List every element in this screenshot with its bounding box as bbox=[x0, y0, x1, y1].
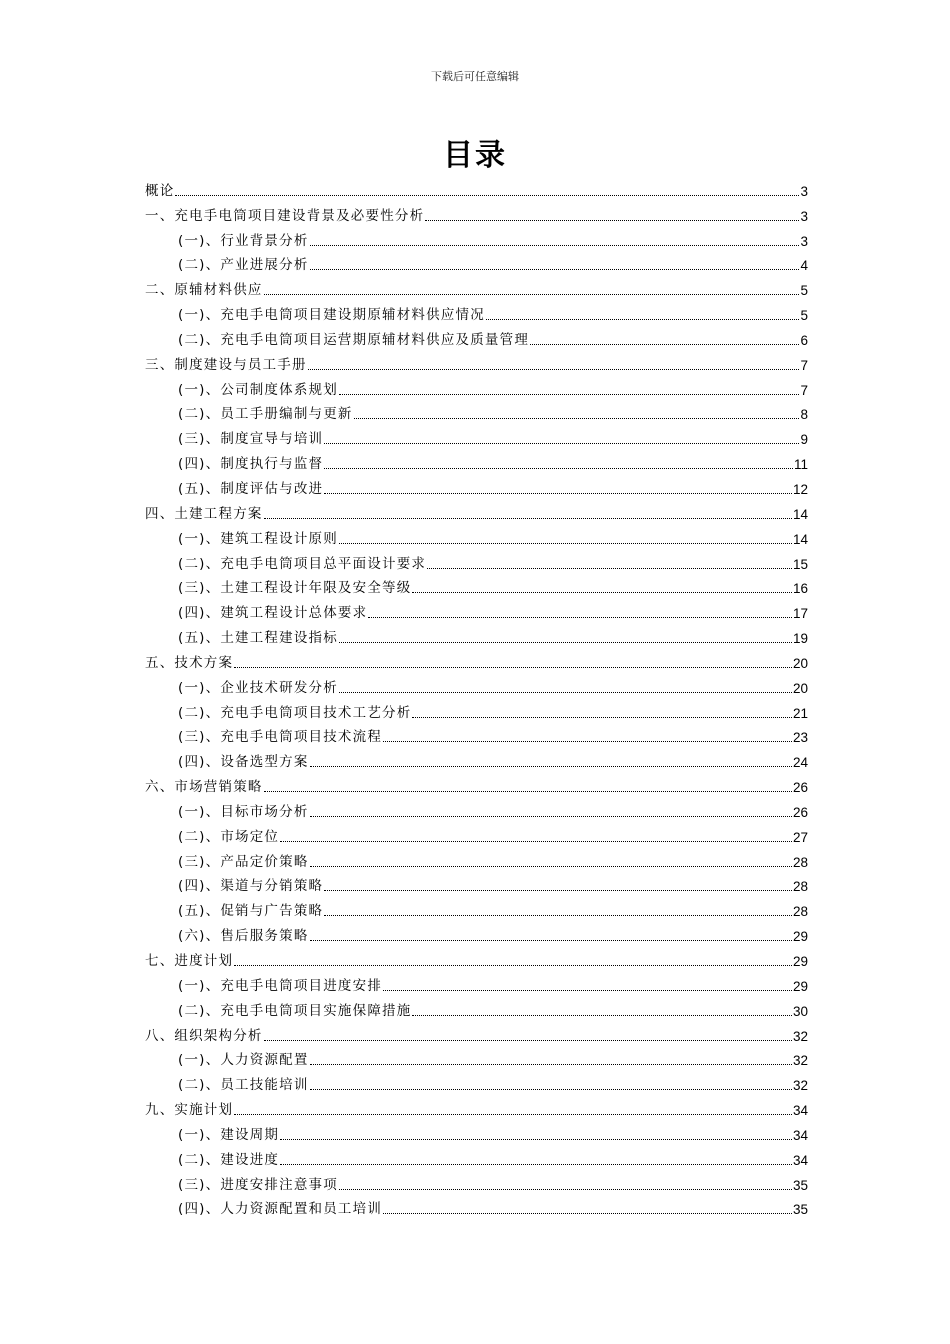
toc-entry[interactable] bbox=[145, 895, 808, 920]
toc-entry-page-number: 20 bbox=[792, 655, 808, 671]
toc-entry[interactable] bbox=[145, 548, 808, 573]
toc-entry-page-number: 11 bbox=[793, 457, 808, 473]
toc-entry[interactable] bbox=[145, 920, 808, 945]
dot-leader bbox=[175, 195, 799, 196]
toc-entry-page-number: 26 bbox=[792, 780, 808, 796]
dot-leader bbox=[324, 915, 792, 916]
toc-entry-label: 一、充电手电筒项目建设背景及必要性分析 bbox=[145, 207, 425, 224]
toc-entry-page-number: 29 bbox=[792, 929, 808, 945]
toc-entry-label: (二)、充电手电筒项目实施保障措施 bbox=[178, 1002, 412, 1019]
toc-entry-label: (一)、人力资源配置 bbox=[178, 1052, 309, 1069]
toc-entry-label: 三、制度建设与员工手册 bbox=[145, 356, 307, 373]
toc-entry-label: 八、组织架构分析 bbox=[145, 1027, 263, 1044]
toc-entry[interactable] bbox=[145, 970, 808, 995]
toc-entry[interactable] bbox=[145, 846, 808, 871]
toc-entry-label: (二)、建设进度 bbox=[178, 1151, 280, 1168]
toc-entry-label: (二)、充电手电筒项目技术工艺分析 bbox=[178, 704, 412, 721]
toc-entry-page-number: 15 bbox=[792, 556, 808, 572]
toc-entry-label: (三)、产品定价策略 bbox=[178, 853, 309, 870]
dot-leader bbox=[486, 319, 800, 320]
toc-entry[interactable] bbox=[145, 1144, 808, 1169]
dot-leader bbox=[324, 493, 792, 494]
toc-entry-label: (二)、充电手电筒项目运营期原辅材料供应及质量管理 bbox=[178, 331, 530, 348]
toc-entry-page-number: 21 bbox=[792, 705, 808, 721]
dot-leader bbox=[412, 1015, 792, 1016]
toc-entry-page-number: 14 bbox=[792, 506, 808, 522]
header-note: 下载后可任意编辑 bbox=[431, 70, 519, 83]
toc-entry[interactable] bbox=[145, 274, 808, 299]
toc-entry-label: (一)、建筑工程设计原则 bbox=[178, 530, 338, 547]
toc-entry-page-number: 28 bbox=[792, 879, 808, 895]
toc-entry-page-number: 19 bbox=[792, 631, 808, 647]
toc-entry-page-number: 29 bbox=[792, 954, 808, 969]
dot-leader bbox=[234, 667, 792, 668]
toc-entry-page-number: 24 bbox=[792, 755, 808, 771]
dot-leader bbox=[339, 692, 792, 693]
dot-leader bbox=[234, 1114, 792, 1115]
toc-entry[interactable] bbox=[145, 448, 808, 473]
dot-leader bbox=[310, 940, 792, 941]
toc-entry-page-number: 34 bbox=[792, 1103, 808, 1119]
toc-entry[interactable] bbox=[145, 995, 808, 1020]
toc-entry-page-number: 3 bbox=[800, 233, 808, 249]
toc-entry-page-number: 35 bbox=[792, 1202, 808, 1218]
toc-entry-page-number: 12 bbox=[792, 481, 808, 497]
toc-entry[interactable] bbox=[145, 374, 808, 399]
dot-leader bbox=[383, 1213, 792, 1214]
toc-entry[interactable] bbox=[145, 796, 808, 821]
toc-entry-label: (四)、设备选型方案 bbox=[178, 754, 309, 771]
toc-entry-page-number: 34 bbox=[792, 1152, 808, 1168]
dot-leader bbox=[354, 418, 800, 419]
dot-leader bbox=[339, 543, 792, 544]
table-of-contents bbox=[145, 175, 808, 1218]
dot-leader bbox=[234, 965, 792, 966]
toc-entry-label: (一)、充电手电筒项目进度安排 bbox=[178, 977, 383, 994]
dot-leader bbox=[280, 1139, 792, 1140]
toc-entry-label: (二)、产业进展分析 bbox=[178, 257, 309, 274]
toc-entry[interactable] bbox=[145, 1045, 808, 1070]
toc-entry-page-number: 32 bbox=[792, 1028, 808, 1044]
toc-entry[interactable] bbox=[145, 1169, 808, 1194]
dot-leader bbox=[310, 269, 800, 270]
toc-entry-label: (二)、充电手电筒项目总平面设计要求 bbox=[178, 555, 427, 572]
toc-entry[interactable] bbox=[145, 1094, 808, 1119]
toc-entry[interactable] bbox=[145, 722, 808, 747]
dot-leader bbox=[383, 990, 792, 991]
toc-entry-page-number: 30 bbox=[792, 1003, 808, 1019]
toc-entry-page-number: 16 bbox=[792, 581, 808, 597]
toc-entry-label: (一)、建设周期 bbox=[178, 1126, 280, 1143]
dot-leader bbox=[264, 294, 800, 295]
toc-entry-label: (四)、建筑工程设计总体要求 bbox=[178, 605, 368, 622]
dot-leader bbox=[310, 245, 800, 246]
toc-entry-label: 七、进度计划 bbox=[145, 953, 234, 969]
toc-entry-page-number: 14 bbox=[792, 531, 808, 547]
toc-entry[interactable] bbox=[145, 1020, 808, 1045]
dot-leader bbox=[324, 443, 799, 444]
toc-entry[interactable] bbox=[145, 871, 808, 896]
toc-entry-label: 二、原辅材料供应 bbox=[145, 282, 263, 299]
toc-entry-label: (一)、企业技术研发分析 bbox=[178, 679, 338, 696]
toc-entry-label: (五)、土建工程建设指标 bbox=[178, 630, 338, 647]
dot-leader bbox=[264, 791, 792, 792]
dot-leader bbox=[310, 1064, 792, 1065]
toc-entry[interactable] bbox=[145, 523, 808, 548]
toc-entry-label: 四、土建工程方案 bbox=[145, 505, 263, 522]
toc-entry-label: (三)、充电手电筒项目技术流程 bbox=[178, 729, 383, 746]
toc-entry[interactable] bbox=[145, 945, 808, 970]
dot-leader bbox=[280, 1164, 792, 1165]
dot-leader bbox=[383, 741, 792, 742]
toc-entry-page-number: 3 bbox=[800, 208, 808, 224]
dot-leader bbox=[324, 468, 793, 469]
dot-leader bbox=[427, 568, 792, 569]
toc-entry-label: (一)、行业背景分析 bbox=[178, 232, 309, 249]
toc-entry[interactable] bbox=[145, 647, 808, 672]
toc-entry-label: (一)、充电手电筒项目建设期原辅材料供应情况 bbox=[178, 307, 485, 324]
dot-leader bbox=[339, 642, 792, 643]
toc-entry-page-number: 6 bbox=[800, 332, 808, 348]
dot-leader bbox=[310, 866, 792, 867]
toc-entry-page-number: 28 bbox=[792, 904, 808, 920]
toc-entry[interactable] bbox=[145, 349, 808, 374]
toc-entry-label: (三)、进度安排注意事项 bbox=[178, 1176, 338, 1193]
dot-leader bbox=[308, 369, 800, 370]
toc-entry-page-number: 32 bbox=[792, 1053, 808, 1069]
toc-entry-label: (五)、制度评估与改进 bbox=[178, 480, 324, 497]
toc-entry-label: 六、市场营销策略 bbox=[145, 779, 263, 796]
toc-entry-page-number: 34 bbox=[792, 1127, 808, 1143]
toc-entry-page-number: 23 bbox=[792, 730, 808, 746]
toc-entry-page-number: 4 bbox=[800, 258, 808, 274]
toc-entry-label: (四)、制度执行与监督 bbox=[178, 456, 324, 473]
dot-leader bbox=[339, 1189, 792, 1190]
toc-entry-page-number: 26 bbox=[792, 804, 808, 820]
toc-entry-label: (一)、公司制度体系规划 bbox=[178, 381, 338, 398]
toc-entry[interactable] bbox=[145, 597, 808, 622]
toc-entry[interactable] bbox=[145, 1069, 808, 1094]
toc-entry-label: (二)、员工手册编制与更新 bbox=[178, 406, 353, 423]
toc-entry-page-number: 3 bbox=[800, 183, 808, 199]
toc-entry-label: (四)、人力资源配置和员工培训 bbox=[178, 1201, 383, 1218]
toc-entry[interactable] bbox=[145, 697, 808, 722]
toc-entry-label: 概论 bbox=[145, 182, 175, 199]
toc-entry[interactable] bbox=[145, 771, 808, 796]
toc-entry[interactable] bbox=[145, 573, 808, 598]
toc-entry[interactable] bbox=[145, 1194, 808, 1219]
toc-entry-page-number: 8 bbox=[800, 407, 808, 423]
toc-entry[interactable] bbox=[145, 498, 808, 523]
dot-leader bbox=[425, 220, 799, 221]
toc-entry-page-number: 5 bbox=[800, 283, 808, 299]
toc-entry-page-number: 17 bbox=[792, 606, 808, 622]
toc-entry[interactable] bbox=[145, 672, 808, 697]
toc-entry-page-number: 35 bbox=[792, 1177, 808, 1193]
dot-leader bbox=[280, 841, 792, 842]
toc-entry[interactable] bbox=[145, 299, 808, 324]
toc-entry[interactable] bbox=[145, 324, 808, 349]
toc-entry-page-number: 7 bbox=[800, 357, 808, 373]
toc-entry[interactable] bbox=[145, 175, 808, 200]
toc-entry-label: 九、实施计划 bbox=[145, 1102, 234, 1119]
toc-entry[interactable] bbox=[145, 225, 808, 250]
toc-entry[interactable] bbox=[145, 746, 808, 771]
toc-entry[interactable] bbox=[145, 423, 808, 448]
toc-entry-page-number: 27 bbox=[792, 829, 808, 845]
toc-entry-label: (一)、目标市场分析 bbox=[178, 803, 309, 820]
toc-entry[interactable] bbox=[145, 1119, 808, 1144]
toc-entry-label: (三)、土建工程设计年限及安全等级 bbox=[178, 580, 412, 597]
toc-entry-page-number: 32 bbox=[792, 1078, 808, 1094]
toc-entry[interactable] bbox=[145, 473, 808, 498]
toc-entry-page-number: 29 bbox=[792, 978, 808, 994]
toc-entry[interactable] bbox=[145, 399, 808, 424]
toc-entry-label: (六)、售后服务策略 bbox=[178, 928, 309, 945]
dot-leader bbox=[368, 617, 792, 618]
toc-entry-label: (四)、渠道与分销策略 bbox=[178, 878, 324, 895]
toc-title: 目录 bbox=[443, 138, 507, 173]
dot-leader bbox=[339, 394, 800, 395]
dot-leader bbox=[264, 1040, 792, 1041]
dot-leader bbox=[310, 1089, 792, 1090]
toc-entry-label: 五、技术方案 bbox=[145, 654, 234, 671]
dot-leader bbox=[412, 717, 792, 718]
toc-entry-page-number: 5 bbox=[800, 308, 808, 324]
toc-entry[interactable] bbox=[145, 200, 808, 225]
toc-entry-page-number: 20 bbox=[792, 680, 808, 696]
toc-entry-label: (五)、促销与广告策略 bbox=[178, 903, 324, 920]
toc-entry-label: (三)、制度宣导与培训 bbox=[178, 431, 324, 448]
toc-entry-page-number: 9 bbox=[800, 432, 808, 448]
dot-leader bbox=[324, 890, 792, 891]
dot-leader bbox=[530, 344, 799, 345]
dot-leader bbox=[412, 592, 792, 593]
dot-leader bbox=[310, 766, 792, 767]
dot-leader bbox=[310, 816, 792, 817]
toc-entry-page-number: 28 bbox=[792, 854, 808, 870]
dot-leader bbox=[264, 518, 792, 519]
toc-entry[interactable] bbox=[145, 821, 808, 846]
toc-entry-label: (二)、市场定位 bbox=[178, 828, 280, 845]
toc-entry[interactable] bbox=[145, 250, 808, 275]
toc-entry-page-number: 7 bbox=[800, 382, 808, 398]
toc-entry[interactable] bbox=[145, 622, 808, 647]
toc-entry-label: (二)、员工技能培训 bbox=[178, 1077, 309, 1094]
